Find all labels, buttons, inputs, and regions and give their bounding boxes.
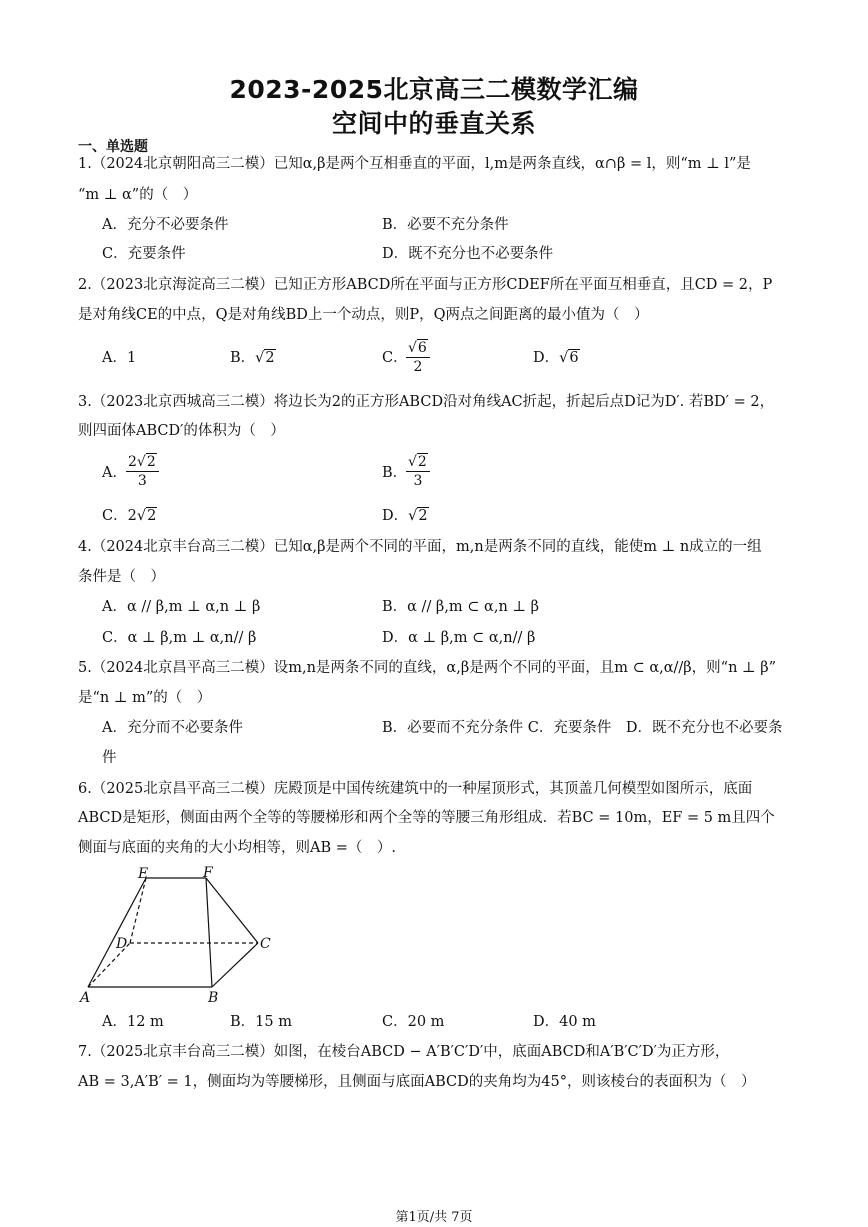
sqrt-symbol: √6 [408,340,427,356]
q1-stem-line1: 1.（2024北京朝阳高三二模）已知α,β是两个互相垂直的平面，l,m是两条直线，α∩β = l，则“m ⊥ l”是 [78,156,751,172]
q4-option-b: B．α // β,m ⊂ α,n ⊥ β [382,599,540,615]
vertex-label-e: E [138,866,149,882]
q2-option-b-radicand: 2 [265,350,275,366]
q4-option-d: D．α ⊥ β,m ⊂ α,n// β [382,630,536,646]
q3-option-d [382,506,429,526]
q7-stem-line1: 7.（2025北京丰台高三二模）如图，在棱台ABCD − A′B′C′D′中，底面ABCD和A′B′C′D′为正方形， [78,1044,730,1060]
edge-be [206,878,212,987]
q4-option-a: A．α // β,m ⊥ α,n ⊥ β [102,599,261,615]
q3-option-a-coef: 2 [128,454,137,470]
section-heading: 一、单选题 [78,139,148,155]
q3-option-a-radicand: 2 [146,454,156,470]
q2-option-c-label: C． [382,350,408,366]
q2-option-c-denominator: 2 [413,359,423,375]
q6-stem-line2: ABCD是矩形，侧面由两个全等的等腰梯形和两个全等的等腰三角形组成．若BC = 10m，EF = 5 m且四个 [78,810,775,826]
q2-option-b-label: B． [230,350,256,366]
q2-option-c-fraction [406,339,430,376]
sqrt-symbol: √2 [255,350,275,366]
vertex-label-f: F [203,866,213,881]
q3-option-b-fraction [406,453,430,490]
q1-stem-line2: “m ⊥ α”的（ ） [78,187,198,203]
q2-option-d [533,348,580,368]
q3-option-d-radicand: 2 [418,508,428,524]
q1-option-c: C．充要条件 [102,246,186,262]
page-title-line1: 2023-2025北京高三二模数学汇编 [229,75,639,104]
edge-bc [212,943,258,987]
edge-cf [206,878,258,943]
q3-option-d-label: D． [382,508,409,524]
sqrt-symbol: √6 [559,350,579,366]
q6-stem-line1: 6.（2025北京昌平高三二模）庑殿顶是中国传统建筑中的一种屋顶形式，其顶盖几何模型如图所示，底面 [78,781,753,797]
page-footer: 第1页/共 7页 [395,1210,473,1225]
q2-option-a [102,348,136,368]
q7-stem-line2: AB = 3,A′B′ = 1，侧面均为等腰梯形，且侧面与底面ABCD的夹角均为45°，则该棱台的表面积为（ ） [78,1074,756,1090]
q3-option-a-fraction [126,453,159,490]
vertex-label-c: C [260,936,271,952]
q3-option-a-denominator: 3 [137,473,147,489]
q3-option-b-label: B． [382,465,408,481]
q2-option-a-value: 1 [126,350,137,366]
q3-option-c-radicand: 2 [147,508,157,524]
q2-stem-line2: 是对角线CE的中点，Q是对角线BD上一个动点，则P，Q两点之间距离的最小值为（ ） [78,307,649,323]
q4-stem-line1: 4.（2024北京丰台高三二模）已知α,β是两个不同的平面，m,n是两条不同的直线，能使m ⊥ n成立的一组 [78,539,762,555]
q4-stem-line2: 条件是（ ） [78,569,165,585]
q2-stem-line1: 2.（2023北京海淀高三二模）已知正方形ABCD所在平面与正方形CDEF所在平面互相垂直，且CD = 2，P [78,277,773,293]
q2-option-a-label: A． [102,350,127,366]
q3-option-a-label: A． [102,465,127,481]
q6-option-d: D．40 m [533,1014,596,1030]
sqrt-symbol: √2 [136,454,156,470]
q2-option-b [230,348,276,368]
q3-option-c-label: C． [102,508,128,524]
sqrt-symbol: √2 [136,508,157,524]
vertex-label-d: D [116,936,128,952]
q4-option-c: C．α ⊥ β,m ⊥ α,n// β [102,630,257,646]
hip-roof-figure [78,866,278,1006]
q3-stem-line1: 3.（2023北京西城高三二模）将边长为2的正方形ABCD沿对角线AC折起，折起后点D记为D′. 若BD′ = 2， [78,394,775,410]
q5-options-bcd: B．必要而不充分条件 C．充要条件 D．既不充分也不必要条 [382,720,783,736]
q6-option-a: A．12 m [102,1014,164,1030]
sqrt-symbol: √2 [408,454,427,470]
q5-stem-line1: 5.（2024北京昌平高三二模）设m,n是两条不同的直线，α,β是两个不同的平面，且m ⊂ α,α//β，则“n ⊥ β” [78,660,777,676]
q2-option-d-radicand: 6 [569,350,579,366]
q5-option-wrap: 件 [102,750,117,766]
q3-stem-line2: 则四面体ABCD′的体积为（ ） [78,423,285,439]
q1-option-d: D．既不充分也不必要条件 [382,246,554,262]
edge-de-hidden [130,878,146,943]
q2-option-d-label: D． [533,350,560,366]
q3-option-c [102,506,157,526]
q1-option-a: A．充分不必要条件 [102,217,229,233]
sqrt-symbol: √2 [408,508,428,524]
q6-stem-line3: 侧面与底面的夹角的大小均相等，则AB =（ ）. [78,840,396,856]
q6-option-b: B．15 m [230,1014,292,1030]
q3-option-b-denominator: 3 [413,473,423,489]
q6-option-c: C．20 m [382,1014,445,1030]
vertex-label-b: B [208,990,219,1006]
page-title-line2: 空间中的垂直关系 [331,109,536,138]
vertex-label-a: A [80,990,91,1006]
q5-stem-line2: 是“n ⊥ m”的（ ） [78,690,212,706]
q2-option-c-radicand: 6 [417,340,427,356]
q3-option-c-coef: 2 [127,508,137,524]
q1-option-b: B．必要不充分条件 [382,217,509,233]
edge-ae [88,878,146,987]
q5-option-a: A．充分而不必要条件 [102,720,243,736]
q3-option-b-radicand: 2 [417,454,427,470]
